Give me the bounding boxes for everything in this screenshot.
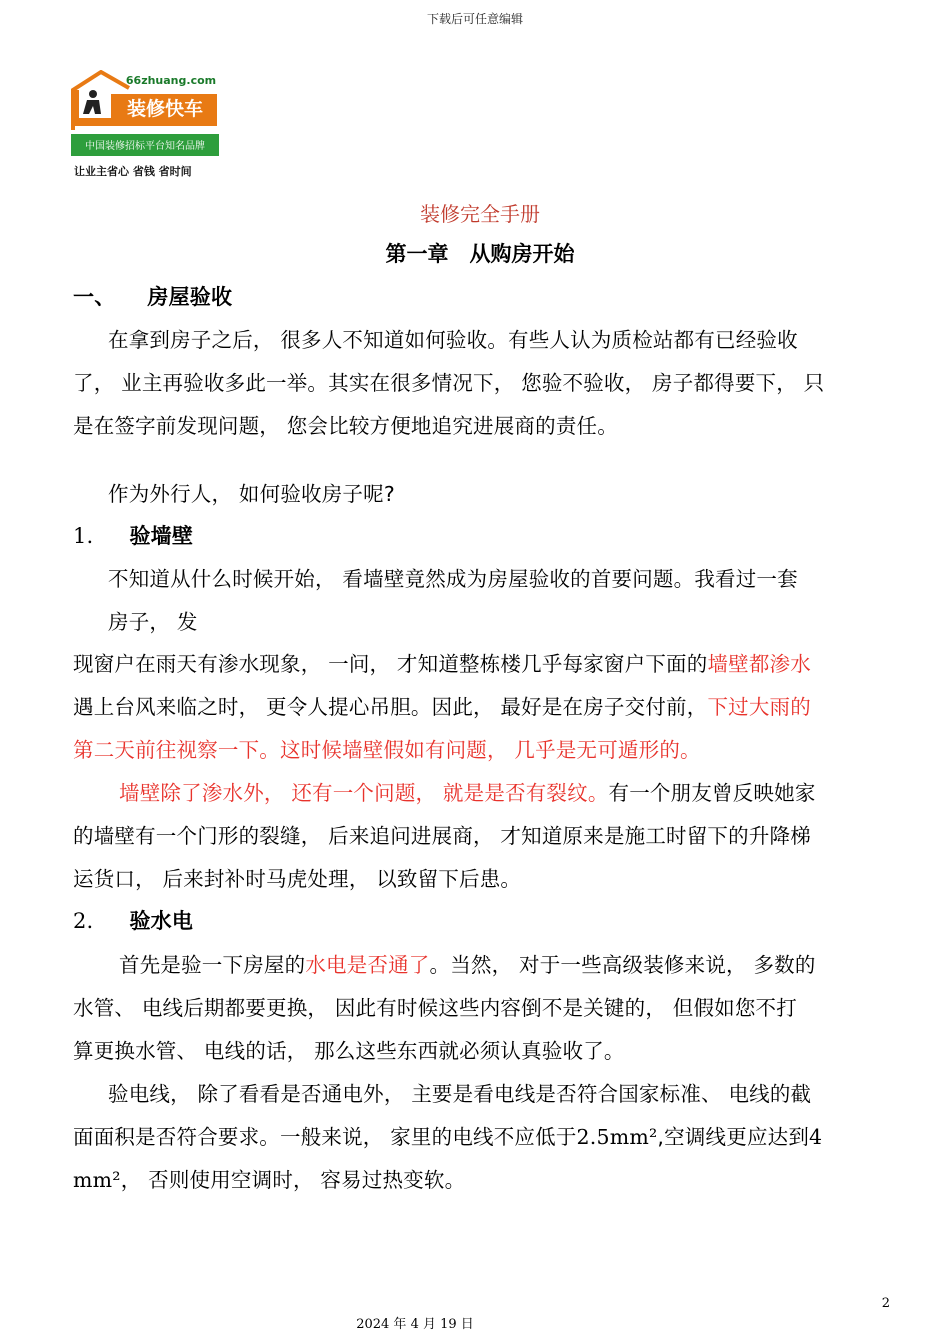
paragraph-line: 作为外行人， 如何验收房子呢? [108,482,395,506]
section-number: 一、 [73,285,116,309]
paragraph-line: 水管、 电线后期都要更换， 因此有时候这些内容倒不是关键的， 但假如您不打 [73,996,797,1020]
paragraph-line [119,776,816,806]
paragraph-line: 不知道从什么时候开始， 看墙壁竟然成为房屋验收的首要问题。我看过一套 [108,567,798,591]
paragraph-line [73,1120,822,1150]
text-run: 。当然， 对于一些高级装修来说， 多数的 [429,953,816,977]
text-run: 有一个朋友曾反映她家 [608,781,816,805]
text-run: 4 [809,1125,823,1149]
paragraph-line [73,1163,465,1193]
text-run: ， 否则使用空调时， 容易过热变软。 [120,1168,466,1192]
highlight-text: 水电是否通了 [305,953,430,977]
highlight-text: 下过大雨的 [707,695,811,719]
document-title: 装修完全手册 [420,202,540,226]
item-title: 验水电 [129,909,194,933]
paragraph-line [73,647,811,677]
item-number: 1. [73,524,94,548]
footer-date: 2024 年 4 月 19 日 [356,1317,474,1332]
paragraph-line [73,690,811,720]
text-run: 现窗户在雨天有渗水现象， 一问， 才知道整栋楼几乎每家窗户下面的 [73,652,708,676]
section-title: 房屋验收 [147,285,233,309]
logo-brand: 装修快车 [126,98,204,120]
house-logo-icon [71,70,219,162]
paragraph-line: 验电线， 除了看看是否通电外， 主要是看电线是否符合国家标准、 电线的截 [108,1082,812,1106]
highlight-line: 第二天前往视察一下。这时候墙壁假如有问题， 几乎是无可遁形的。 [73,738,701,762]
chapter-title: 第一章 从购房开始 [385,242,575,266]
paragraph-line [119,948,816,978]
logo-tagline: 中国装修招标平台知名品牌 [85,141,205,152]
item-heading [73,520,193,550]
section-heading [73,281,232,311]
header-note: 下载后可任意编辑 [426,12,523,26]
page-number: 2 [881,1296,890,1311]
item-number: 2. [73,909,94,933]
paragraph-line: 算更换水管、 电线的话， 那么这些东西就必须认真验收了。 [73,1039,625,1063]
paragraph-line: 的墙壁有一个门形的裂缝， 后来追问进展商， 才知道原来是施工时留下的升降梯 [73,824,811,848]
highlight-text: 墙壁除了渗水外， 还有一个问题， 就是是否有裂纹。 [119,781,609,805]
text-run: 遇上台风来临之时， 更令人提心吊胆。因此， 最好是在房子交付前， [73,695,708,719]
text-run: 2.5mm² [576,1125,658,1149]
text-run: ,空调线更应达到 [657,1125,810,1149]
logo-slogan: 让业主省心 省钱 省时间 [74,165,192,178]
text-run: 面面积是否符合要求。一般来说， 家里的电线不应低于 [73,1125,577,1149]
text-run: mm² [73,1168,121,1192]
paragraph-line: 了， 业主再验收多此一举。其实在很多情况下， 您验不验收， 房子都得要下， 只 [73,371,825,395]
paragraph-line: 运货口， 后来封补时马虎处理， 以致留下后患。 [73,867,522,891]
text-run: 首先是验一下房屋的 [119,953,306,977]
paragraph-line: 房子， 发 [108,610,198,634]
highlight-text: 墙壁都渗水 [707,652,811,676]
paragraph-line: 是在签字前发现问题， 您会比较方便地追究进展商的责任。 [73,414,618,438]
item-title: 验墙壁 [129,524,194,548]
item-heading [73,905,193,935]
logo-site: 66zhuang.com [125,74,217,87]
paragraph-line: 在拿到房子之后， 很多人不知道如何验收。有些人认为质检站都有已经验收 [108,328,798,352]
brand-logo [71,70,219,178]
